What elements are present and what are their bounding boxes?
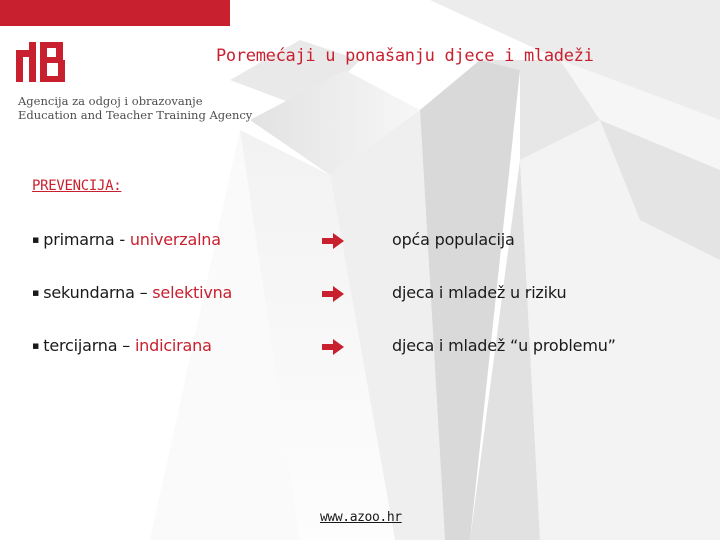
bullet-icon: ▪ [32, 339, 40, 352]
right-arrow-icon [322, 286, 344, 302]
target-group: djeca i mladež u riziku [392, 283, 567, 302]
slide-title: Poremećaji u ponašanju djece i mladeži [216, 46, 594, 66]
level-separator: – [134, 283, 153, 302]
target-group: djeca i mladež “u problemu” [392, 336, 616, 355]
prevention-row-tertiary [0, 336, 720, 362]
prevention-type: univerzalna [129, 230, 221, 249]
brand-top-bar [0, 0, 230, 26]
right-arrow-icon [322, 233, 344, 249]
target-group: opća populacija [392, 230, 515, 249]
prevention-type: indicirana [134, 336, 212, 355]
bullet-icon: ▪ [32, 233, 40, 246]
level-separator: – [117, 336, 135, 355]
bullet-icon: ▪ [32, 286, 40, 299]
prevention-row-primary [0, 230, 720, 256]
level-name: sekundarna [43, 283, 135, 302]
level-name: primarna [43, 230, 115, 249]
prevention-type: selektivna [152, 283, 233, 302]
agency-name-hr: Agencija za odgoj i obrazovanje [18, 94, 203, 108]
prevention-level [32, 230, 221, 249]
prevention-level [32, 336, 212, 355]
agency-name [18, 94, 252, 122]
agency-name-en: Education and Teacher Training Agency [18, 108, 253, 122]
level-separator: - [114, 230, 130, 249]
level-name: tercijarna [43, 336, 118, 355]
agency-logo [16, 40, 74, 84]
right-arrow-icon [322, 339, 344, 355]
section-label: PREVENCIJA: [32, 178, 122, 194]
prevention-level [32, 283, 232, 302]
website-link[interactable]: www.azoo.hr [320, 510, 402, 525]
prevention-row-secondary [0, 283, 720, 309]
